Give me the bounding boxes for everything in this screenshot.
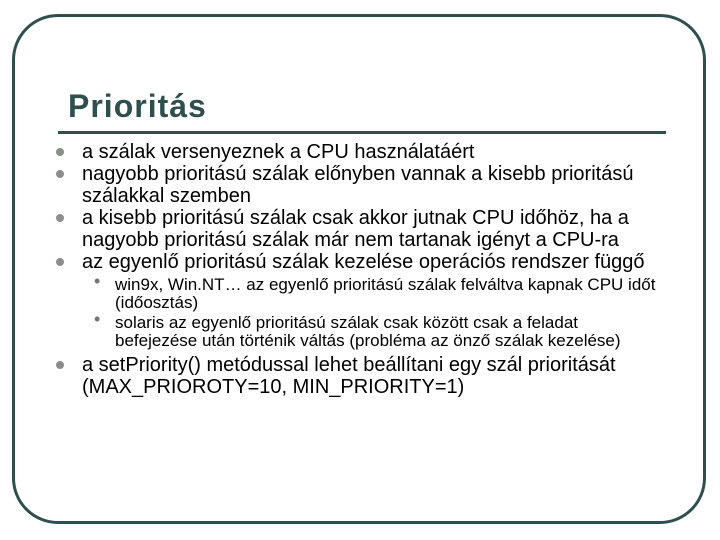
sub-bullet-list: [50, 271, 662, 350]
list-item-text: nagyobb prioritású szálak előnyben vannak a kisebb prioritású szálakkal szemben: [82, 163, 634, 207]
sub-list-item: [50, 271, 662, 312]
list-item: [50, 207, 662, 251]
title-underline: [58, 131, 666, 134]
bullet-dot-icon: [56, 148, 64, 156]
bullet-dot-icon: [56, 258, 64, 266]
sub-bullet-dot-icon: •: [94, 309, 101, 329]
sub-list-item: [50, 309, 662, 350]
list-item-text: a kisebb prioritású szálak csak akkor jutnak CPU időhöz, ha a nagyobb prioritású szálak már nem tartanak igényt a CPU-ra: [82, 207, 629, 251]
sub-list-item-text: solaris az egyenlő prioritású szálak csak között csak a feladat befejezése után történik váltás (probléma az önző szálak kezelése): [115, 313, 621, 350]
list-item: [50, 141, 662, 163]
list-item: [50, 163, 662, 207]
sub-bullet-dot-icon: •: [94, 271, 101, 291]
slide-title: Prioritás: [68, 88, 207, 124]
list-item: [50, 251, 662, 273]
list-item-text: a setPriority() metódussal lehet beállítani egy szál prioritását (MAX_PRIOROTY=10, MIN_PRIORITY=1): [82, 354, 616, 398]
bullet-dot-icon: [56, 214, 64, 222]
bullet-dot-icon: [56, 361, 64, 369]
list-item: [50, 354, 662, 398]
bullet-list: [50, 141, 662, 398]
list-item-text: a szálak versenyeznek a CPU használatáért: [82, 141, 475, 163]
bullet-dot-icon: [56, 170, 64, 178]
sub-list-item-text: win9x, Win.NT… az egyenlő prioritású szálak felváltva kapnak CPU időt (időosztás): [115, 275, 656, 312]
list-item-text: az egyenlő prioritású szálak kezelése operációs rendszer függő: [82, 251, 645, 273]
